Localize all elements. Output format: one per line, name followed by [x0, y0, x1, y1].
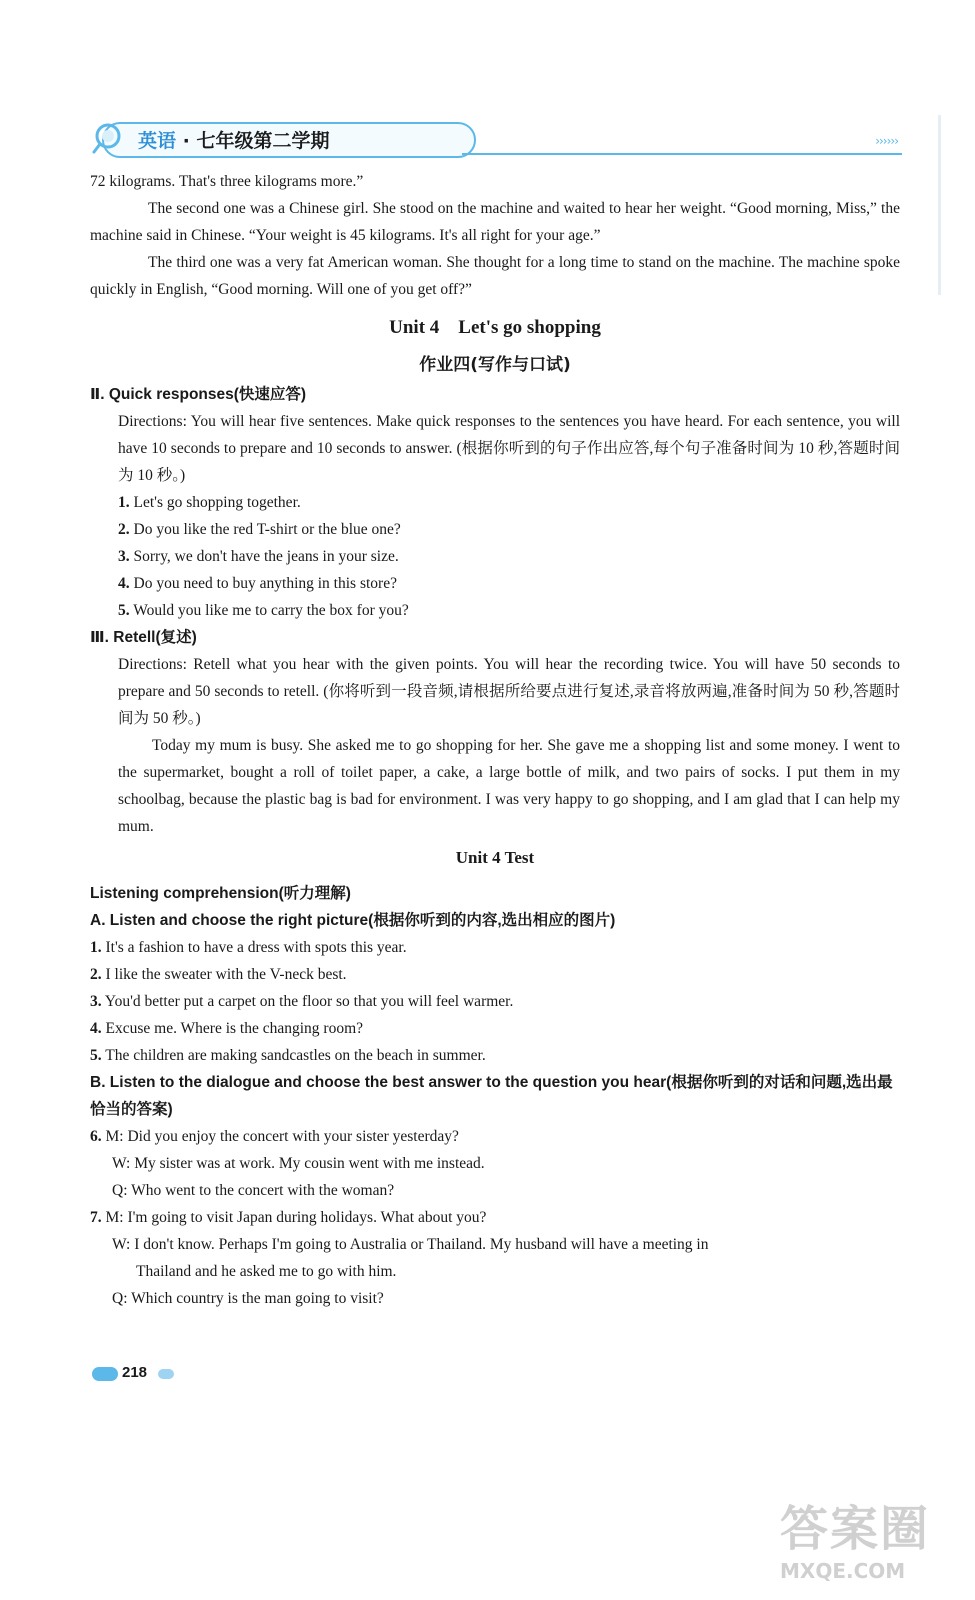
page-number-decoration-icon	[158, 1369, 174, 1379]
section-retell-title: Ⅲ. Retell(复述)	[90, 629, 197, 646]
dialogue-line: 7. M: I'm going to visit Japan during holidays. What about you?	[90, 1209, 487, 1226]
header-arrows-icon: ››››››	[875, 134, 898, 148]
page-number	[92, 1364, 182, 1384]
list-item: 2. Do you like the red T-shirt or the blue one?	[118, 521, 401, 538]
page-edge-shadow	[938, 115, 941, 295]
header-grade: 七年级第二学期	[196, 130, 330, 152]
list-item: 1. Let's go shopping together.	[118, 494, 301, 511]
listening-title: Listening comprehension(听力理解)	[90, 885, 351, 902]
retell-directions: Directions: Retell what you hear with the given points. You will hear the recording twice. You will have 50 seconds to prepare and 50 seconds to retell. (你将听到一段音频,请根据所给要点进行复述,录音将放两遍,准备时间为 50 秒,答题时间为 50 秒。)	[118, 656, 900, 727]
part-a-list	[90, 934, 900, 1069]
dialogue-line: W: My sister was at work. My cousin went with me instead.	[112, 1155, 485, 1172]
dialogue-question: Q: Which country is the man going to visit?	[112, 1290, 384, 1307]
page-content	[90, 168, 900, 1312]
story-line: 72 kilograms. That's three kilograms more.”	[90, 173, 364, 190]
magnifier-logo-icon	[92, 120, 128, 156]
part-b-title: B. Listen to the dialogue and choose the best answer to the question you hear(根据你听到的对话和问题,选出最恰当的答案)	[90, 1074, 893, 1118]
dialogue-line: W: I don't know. Perhaps I'm going to Australia or Thailand. My husband will have a meeting in	[112, 1236, 709, 1253]
watermark-logo	[780, 1490, 960, 1590]
homework-title: 作业四(写作与口试)	[419, 355, 571, 375]
list-item: 1. It's a fashion to have a dress with spots this year.	[90, 939, 407, 956]
dialogue-line: Thailand and he asked me to go with him.	[136, 1263, 397, 1280]
test-title: Unit 4 Test	[455, 848, 535, 867]
dialogue-line: 6. M: Did you enjoy the concert with your sister yesterday?	[90, 1128, 459, 1145]
part-a-title: A. Listen and choose the right picture(根据你听到的内容,选出相应的图片)	[90, 912, 616, 929]
list-item: 2. I like the sweater with the V-neck best.	[90, 966, 347, 983]
dialogue-6	[90, 1123, 900, 1204]
list-item: 4. Do you need to buy anything in this store?	[118, 575, 397, 592]
list-item: 4. Excuse me. Where is the changing room?	[90, 1020, 364, 1037]
story-paragraph-3: The third one was a very fat American woman. She thought for a long time to stand on the machine. The machine spoke quickly in English, “Good morning. Will one of you get off?”	[90, 254, 900, 298]
unit-title: Unit 4 Let's go shopping	[389, 317, 601, 338]
header-separator: ·	[182, 130, 190, 152]
list-item: 3. You'd better put a carpet on the floor so that you will feel warmer.	[90, 993, 514, 1010]
page-number-decoration-icon	[92, 1367, 118, 1381]
watermark-text: 答案圈	[780, 1501, 931, 1557]
page-header	[92, 120, 902, 160]
header-title	[138, 126, 330, 153]
dialogue-question: Q: Who went to the concert with the woman?	[112, 1182, 395, 1199]
header-rule	[462, 153, 902, 155]
section-quick-responses-title: Ⅱ. Quick responses(快速应答)	[90, 386, 307, 403]
page-number-text: 218	[122, 1364, 148, 1381]
list-item: 5. Would you like me to carry the box for you?	[118, 602, 409, 619]
retell-passage: Today my mum is busy. She asked me to go shopping for her. She gave me a shopping list and some money. I went to the supermarket, bought a roll of toilet paper, a cake, a large bottle of milk, and two pairs of socks. I put them in my schoolbag, because the plastic bag is bad for environment. I was very happy to go shopping, and I am glad that I can help my mum.	[118, 737, 900, 835]
story-paragraph-2: The second one was a Chinese girl. She stood on the machine and waited to hear her weight. “Good morning, Miss,” the machine said in Chinese. “Your weight is 45 kilograms. It's all right for your age.”	[90, 200, 900, 244]
header-subject: 英语	[138, 130, 177, 152]
watermark-url: MXQE.COM	[780, 1559, 906, 1583]
quick-responses-directions: Directions: You will hear five sentences. Make quick responses to the sentences you have heard. For each sentence, you will have 10 seconds to prepare and 10 seconds to answer. (根据你听到的句子作出应答,每个句子准备时间为 10 秒,答题时间为 10 秒。)	[118, 413, 900, 484]
quick-responses-list	[90, 489, 900, 624]
dialogue-7	[90, 1204, 900, 1312]
list-item: 5. The children are making sandcastles on the beach in summer.	[90, 1047, 486, 1064]
list-item: 3. Sorry, we don't have the jeans in your size.	[118, 548, 399, 565]
